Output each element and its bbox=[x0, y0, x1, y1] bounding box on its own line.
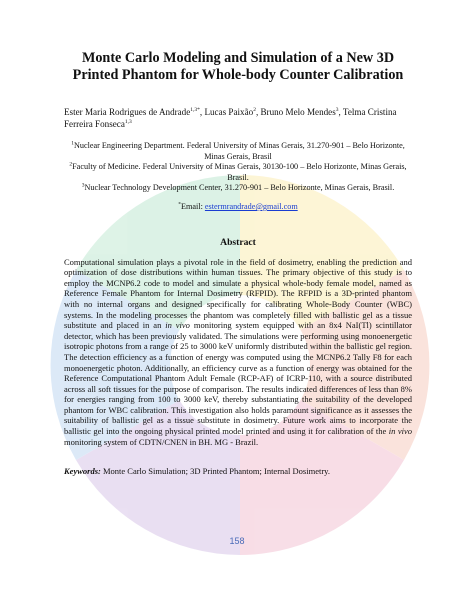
abstract-heading: Abstract bbox=[220, 236, 256, 248]
corresponding-email: *Email: estermrandrade@gmail.com bbox=[178, 201, 298, 211]
author-list: Ester Maria Rodrigues de Andrade$^{1,3*}$, Lucas Paixão$^2$, Bruno Melo Mendes$^3$, Telma Cristina Ferreira Fonseca$^{1,3}$ bbox=[64, 106, 397, 129]
affiliation-1: $^1$Nuclear Engineering Department. Federal University of Minas Gerais, 31.270-901 – Belo Horizonte, Minas Gerais, Brasil bbox=[71, 140, 405, 161]
affiliation-2: $^2$Faculty of Medicine. Federal University of Minas Gerais, 30130-100 – Belo Horizonte, Minas Gerais, Brasil. bbox=[69, 161, 407, 182]
paper-content bbox=[64, 50, 412, 477]
author-name: Telma Cristina Ferreira Fonseca bbox=[64, 107, 397, 129]
abstract-text: Computational simulation plays a pivotal role in the field of dosimetry, enabling the prediction and optimization of dose distributions within human tissues. The primary objective of this study is to employ the MCNP6.2 code to model and simulate a physical whole-body female model, named as Reference Female Phantom for Internal Dosimetry (RFPID). The RFPID is a 3D-printed phantom with no internal organs and designed specifically for calibrating Whole-Body Counter (WBC) systems. In the modeling processes the phantom was completely filled with ballistic gel as a tissue substitute and placed in an in vivo monitoring system equipped with an 8x4 NaI(Tl) scintillator detector, which has been previously validated. The simulations were performing using monoenergetic isotropic photons from a range of 25 to 3000 keV uniformly distributed within the ballistic gel region. The detection efficiency as a function of energy was computed using the MCNP6.2 Tally F8 for each monoenergetic photon. Additionally, an efficiency curve as a function of energy was obtained for the Reference Computational Phantom Adult Female (RCP-AF) of ICRP-110, with a source distributed across all soft tissues for the purpose of comparison. The results indicated differences of less than 8% for energies ranging from 100 to 3000 keV, thereby substantiating the suitability of the developed phantom for WBC calibration. This investigation also holds paramount significance as it assesses the suitability of ballistic gel as a tissue substitute in dosimetry. Future work aims to incorporate the ballistic gel into the ongoing physical printed model printed and using it for calibration of the in vivo monitoring system of CDTN/CNEN in BH. MG - Brazil. bbox=[64, 256, 412, 447]
author-superscript: 3 bbox=[335, 106, 339, 113]
email-link[interactable]: estermrandrade@gmail.com bbox=[204, 201, 298, 211]
paper-title: Monte Carlo Modeling and Simulation of a New 3D Printed Phantom for Whole-body Counter Calibration bbox=[72, 50, 404, 83]
author-name: Lucas Paixão bbox=[204, 107, 254, 117]
author-superscript: 1,3 bbox=[124, 118, 132, 125]
keywords-list: Monte Carlo Simulation; 3D Printed Phantom; Internal Dosimetry. bbox=[100, 466, 331, 477]
keywords bbox=[64, 466, 412, 477]
author-name: Bruno Melo Mendes bbox=[260, 107, 336, 117]
author-name: Ester Maria Rodrigues de Andrade bbox=[64, 107, 191, 117]
author-superscript: 1,3* bbox=[190, 106, 200, 113]
author-superscript: 2 bbox=[253, 106, 256, 113]
keywords-label: Keywords: bbox=[64, 466, 101, 477]
affiliation-3: $^3$Nuclear Technology Development Center, 31.270-901 – Belo Horizonte, Minas Gerais, Brasil. bbox=[81, 182, 395, 193]
page-number: 158 bbox=[229, 536, 245, 546]
